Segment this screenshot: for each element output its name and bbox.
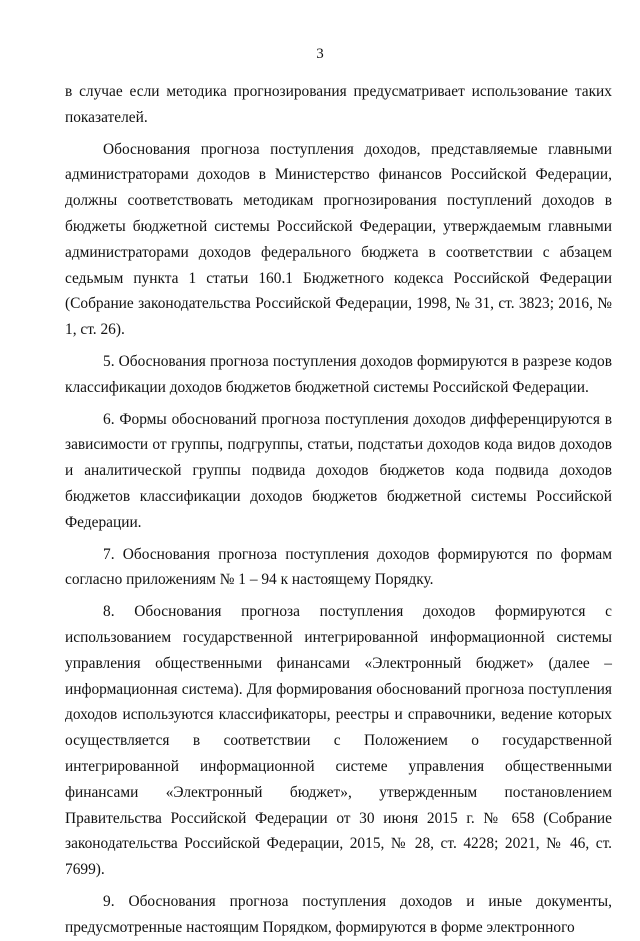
- paragraph-justifications-compliance: Обоснования прогноза поступления доходов, представляемые главными администраторами доходов в Министерство финансов Российской Федерации, должны соответствовать методикам прогнозирования поступлений доходов в бюджеты бюджетной системы Российской Федерации, утверждаемым главными администраторами доходов федерального бюджета в соответствии с абзацем седьмым пункта 1 статьи 160.1 Бюджетного кодекса Российской Федерации (Собрание законодательства Российской Федерации, 1998, № 31, ст. 3823; 2016, № 1, ст. 26).: [65, 140, 612, 339]
- paragraph-item-8: 8. Обоснования прогноза поступления доходов формируются с использованием государственной интегрированной информационной системы управления общественными финансами «Электронный бюджет» (далее – информационная система). Для формирования обоснований прогноза поступления доходов используются классификаторы, реестры и справочники, ведение которых осуществляется в соответствии с Положением о государственной интегрированной информационной системе управления общественными финансами «Электронный бюджет», утвержденным постановлением Правительства Российской Федерации от 30 июня 2015 г. № 658 (Собрание законодательства Российской Федерации, 2015, № 28, ст. 4228; 2021, № 46, ст. 7699).: [65, 603, 612, 879]
- paragraph-item-6: 6. Формы обоснований прогноза поступления доходов дифференцируются в зависимости от группы, подгруппы, статьи, подстатьи доходов кода видов доходов и аналитической группы подвида доходов бюджетов кода подвида доходов бюджетов классификации доходов бюджетов бюджетной системы Российской Федерации.: [65, 410, 612, 531]
- document-body: [65, 79, 612, 941]
- paragraph-item-7: 7. Обоснования прогноза поступления доходов формируются по формам согласно приложениям № 1 – 94 к настоящему Порядку.: [65, 545, 612, 589]
- paragraph-item-5: 5. Обоснования прогноза поступления доходов формируются в разрезе кодов классификации доходов бюджетов бюджетной системы Российской Федерации.: [65, 352, 612, 396]
- paragraph-continuation: в случае если методика прогнозирования предусматривает использование таких показателей.: [65, 83, 612, 126]
- paragraph-item-9: 9. Обоснования прогноза поступления доходов и иные документы, предусмотренные настоящим Порядком, формируются в форме электронного: [65, 892, 612, 936]
- page-number: 3: [316, 46, 324, 62]
